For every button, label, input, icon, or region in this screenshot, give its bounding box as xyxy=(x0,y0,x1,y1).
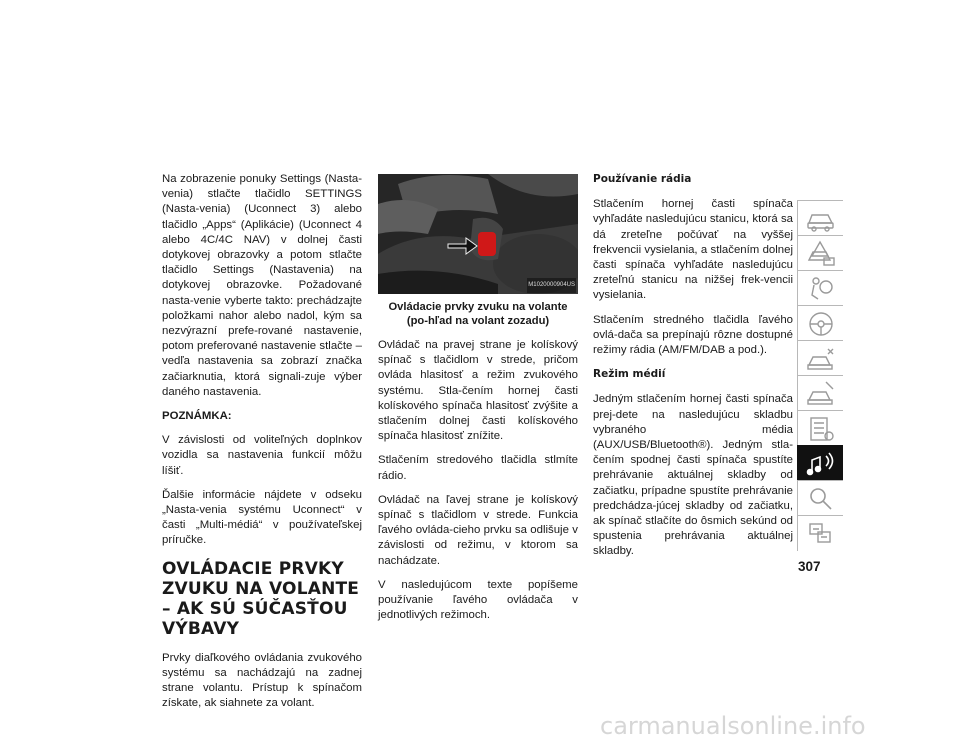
multimedia-icon[interactable] xyxy=(797,445,843,481)
note-title: POZNÁMKA: xyxy=(162,410,232,423)
steering-wheel-icon[interactable] xyxy=(797,305,843,341)
car-info-icon[interactable] xyxy=(797,200,843,236)
paragraph-modes-intro: V nasledujúcom texte popíšeme používanie ľavého ovládača v jednotlivých režimoch. xyxy=(378,578,578,622)
subheading-radio: Používanie rádia xyxy=(593,173,692,185)
left-column xyxy=(162,172,362,720)
page-number: 307 xyxy=(798,559,821,574)
specifications-list-icon[interactable] xyxy=(797,410,843,446)
car-crash-icon[interactable] xyxy=(797,340,843,376)
subheading-media: Režim médií xyxy=(593,368,666,381)
paragraph-remote-controls: Prvky diaľkového ovládania zvukového systému sa nachádzajú na zadnej strane volantu. Prístup k spínačom získate, ak siahnete za volant. xyxy=(162,651,362,710)
note-text: V závislosti od voliteľných doplnkov vozidla sa nastavenia funkcií môžu líšiť. xyxy=(162,434,362,477)
airbag-safety-icon[interactable] xyxy=(797,270,843,306)
chapter-tabs xyxy=(797,200,843,543)
red-button-highlight xyxy=(478,232,496,256)
paragraph-settings: Na zobrazenie ponuky Settings (Nasta-venia) stlačte tlačidlo SETTINGS (Nasta-venia) (Uconnect 3) alebo tlačidlo „Apps“ (Aplikácie) (Uconnect 4 alebo 4C/4C NAV) v dolnej časti dotykovej obrazovky a potom stlačte tlačidlo Settings (Nastavenia) na dotykovej obrazovke. Požadované nasta-venie vyberte takto: prechádzajte položkami nahor alebo nadol, kým sa nezvýrazní prefe-rované nastavenie, potom preferované nastavenie stlačte – vedľa nastavenia sa zobrazí značka začiarknutia, ktorá signali-zuje výber daného nastavenia. xyxy=(162,173,362,398)
steering-wheel-controls-photo xyxy=(378,174,578,294)
paragraph-media-mode: Jedným stlačením hornej časti spínača prej-dete na nasledujúcu skladbu vybraného média (AUX/USB/Bluetooth®). Jedným stla-čením spodnej časti spínača spustíte prehrávanie aktuálnej skladby od začiatku, prípadne spustíte prehrávanie predchádza-júcej skladby od začiatku, ak spínač stlačíte do ôsmich sekúnd od spustenia prehrávania aktuálnej skladby. xyxy=(593,393,793,558)
paragraph-radio-modes: Stlačením stredného tlačidla ľavého ovlá-dača sa prepínajú rôzne dostupné režimy rádia (AM/FM/DAB a pod.). xyxy=(593,313,793,357)
paragraph-more-info: Ďalšie informácie nájdete v odseku „Nasta-venia systému Uconnect“ v časti „Multi-médiá“ v používateľskej príručke. xyxy=(162,488,362,547)
warning-message-icon[interactable] xyxy=(797,235,843,271)
figure-caption: Ovládacie prvky zvuku na volante (po-hľad na volant zozadu) xyxy=(388,301,568,327)
middle-column xyxy=(378,172,578,632)
paragraph-radio-seek: Stlačením hornej časti spínača vyhľadáte nasledujúcu stanicu, ktorá sa dá zreteľne počúvať na vyššej frekvencii vysielania, a stlačením dolnej časti spínača vyhľadáte nasledujúcu zreteľnú stanicu na nižšej frek-vencii vysielania. xyxy=(593,198,793,302)
language-index-icon[interactable] xyxy=(797,515,843,551)
right-column xyxy=(593,172,793,569)
paragraph-mute: Stlačením stredového tlačidla stlmíte rádio. xyxy=(378,454,578,482)
figure-code: M1020000904US xyxy=(527,278,576,293)
search-index-icon[interactable] xyxy=(797,480,843,516)
paragraph-right-control: Ovládač na pravej strane je kolískový spínač s tlačidlom v strede, pričom ovláda hlasitosť a režim zvukového systému. Stla-čením hornej časti kolískového spínača hlasitosť zvýšite a stlačením dolnej časti kolískového spínača hlasitosť znížite. xyxy=(378,339,578,443)
paragraph-left-control: Ovládač na ľavej strane je kolískový spínač s tlačidlom v strede. Funkcia ľavého ovláda-cieho prvku sa odlišuje v závislosti od režimu, v ktorom sa nachádzate. xyxy=(378,493,578,567)
section-title: OVLÁDACIE PRVKY ZVUKU NA VOLANTE – AK SÚ SÚČASŤOU VÝBAVY xyxy=(162,558,360,639)
car-service-icon[interactable] xyxy=(797,375,843,411)
watermark: carmanualsonline.info xyxy=(600,712,866,740)
